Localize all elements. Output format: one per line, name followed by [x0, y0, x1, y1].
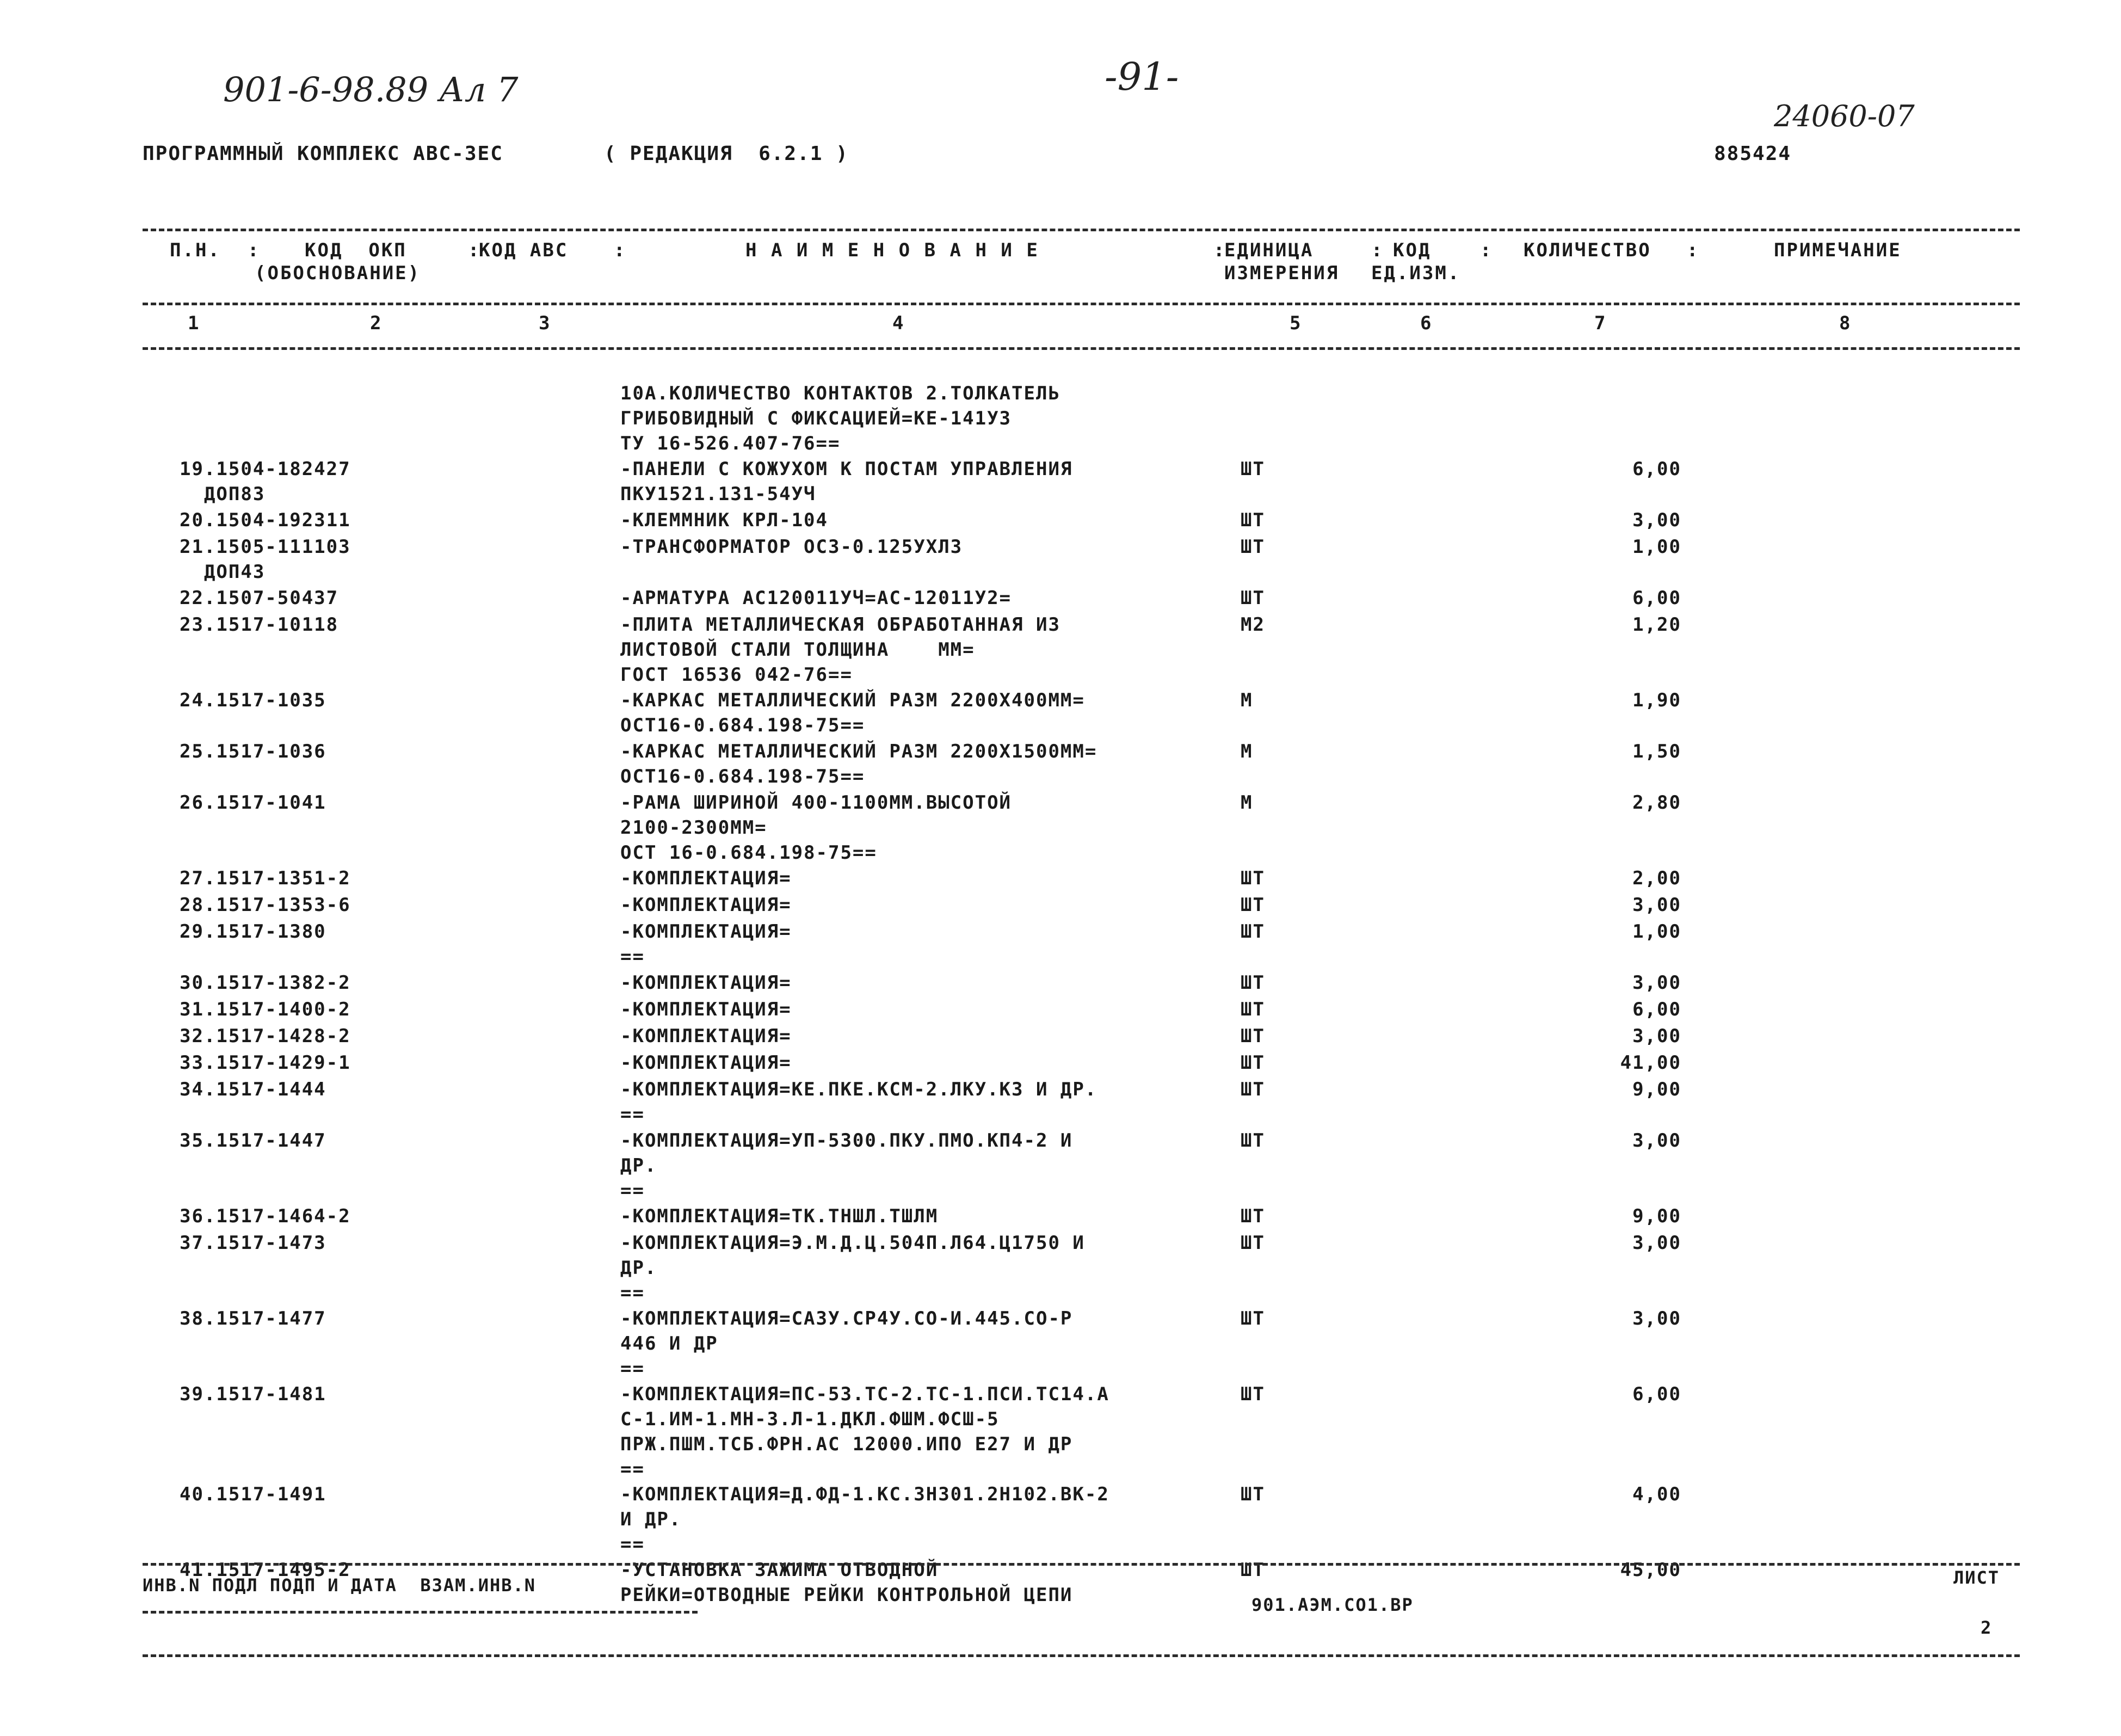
col-number-7: 7 — [1594, 312, 1607, 334]
row-quantity: 2,80 — [1632, 792, 1681, 814]
row-pn: 29.1517-1380 — [180, 921, 326, 943]
row-unit: ШТ — [1241, 1483, 1265, 1505]
col-number-3: 3 — [539, 312, 552, 334]
stamp-fields: ИНВ.N ПОДЛ ПОДП И ДАТА ВЗАМ.ИНВ.N — [143, 1575, 537, 1596]
row-name: -ПАНЕЛИ С КОЖУХОМ К ПОСТАМ УПРАВЛЕНИЯ ПКУ1521.131-54УЧ — [620, 458, 1073, 505]
row-name: -АРМАТУРА АС120011УЧ=АС-12011У2= — [620, 587, 1012, 609]
col-number-1: 1 — [188, 312, 201, 334]
col-unit-code-header: КОД — [1393, 239, 1432, 261]
row-unit: ШТ — [1241, 999, 1265, 1020]
row-unit: ШТ — [1241, 536, 1265, 558]
col-number-5: 5 — [1290, 312, 1303, 334]
row-quantity: 3,00 — [1632, 1130, 1681, 1152]
row-pn: 36.1517-1464-2 — [180, 1205, 351, 1227]
row-quantity: 3,00 — [1632, 1025, 1681, 1047]
footer-rule-top — [143, 1563, 2020, 1566]
row-quantity: 41,00 — [1620, 1052, 1681, 1074]
row-quantity: 3,00 — [1632, 509, 1681, 531]
row-name: -КАРКАС МЕТАЛЛИЧЕСКИЙ РАЗМ 2200Х400ММ= ОСТ16-0.684.198-75== — [620, 690, 1085, 736]
row-pn: 20.1504-192311 — [180, 509, 351, 531]
handwritten-registration-number: 24060-07 — [1774, 99, 1915, 133]
row-pn: 21.1505-111103 ДОП43 — [180, 536, 351, 583]
col-number-4: 4 — [892, 312, 905, 334]
header-separators: : — [1480, 239, 1493, 261]
row-name: -УСТАНОВКА ЗАЖИМА ОТВОДНОЙ РЕЙКИ=ОТВОДНЫЕ РЕЙКИ КОНТРОЛЬНОЙ ЦЕПИ — [620, 1559, 1073, 1606]
row-quantity: 6,00 — [1632, 458, 1681, 480]
row-unit: М — [1241, 690, 1253, 711]
col-unit-sub-header: ИЗМЕРЕНИЯ — [1224, 262, 1340, 284]
row-quantity: 6,00 — [1632, 1383, 1681, 1405]
row-unit: ШТ — [1241, 972, 1265, 994]
footer-rule-middle — [143, 1611, 698, 1614]
row-name: -КОМПЛЕКТАЦИЯ= == — [620, 921, 792, 968]
col-code-sub-header: (ОБОСНОВАНИЕ) — [255, 262, 421, 284]
row-pn: 31.1517-1400-2 — [180, 999, 351, 1020]
row-pn: 30.1517-1382-2 — [180, 972, 351, 994]
header-rule-middle — [143, 303, 2020, 305]
row-unit: ШТ — [1241, 1205, 1265, 1227]
sheet-label: ЛИСТ — [1953, 1567, 2000, 1588]
col-code-header: КОД ОКП — [305, 239, 407, 261]
row-pn: 37.1517-1473 — [180, 1232, 326, 1254]
row-name: -КОМПЛЕКТАЦИЯ=УП-5300.ПКУ.ПМО.КП4-2 И ДР. == — [620, 1130, 1073, 1202]
row-unit: ШТ — [1241, 587, 1265, 609]
row-quantity: 3,00 — [1632, 1232, 1681, 1254]
row-pn: 23.1517-10118 — [180, 614, 339, 636]
row-pn: 35.1517-1447 — [180, 1130, 326, 1152]
row-unit: ШТ — [1241, 1052, 1265, 1074]
row-pn: 40.1517-1491 — [180, 1483, 326, 1505]
row-unit: ШТ — [1241, 1079, 1265, 1100]
row-unit: ШТ — [1241, 921, 1265, 943]
col-number-8: 8 — [1839, 312, 1852, 334]
row-pn: 22.1507-50437 — [180, 587, 339, 609]
row-name: -КОМПЛЕКТАЦИЯ= — [620, 972, 792, 994]
row-name: -КЛЕММНИК КРЛ-104 — [620, 509, 828, 531]
row-unit: ШТ — [1241, 1308, 1265, 1329]
row-name: -КОМПЛЕКТАЦИЯ=Д.ФД-1.КС.3Н301.2Н102.ВК-2 И ДР. == — [620, 1483, 1109, 1555]
col-qty-header: КОЛИЧЕСТВО — [1524, 239, 1651, 261]
row-quantity: 3,00 — [1632, 1308, 1681, 1329]
row-pn: 26.1517-1041 — [180, 792, 326, 814]
row-pn: 19.1504-182427 ДОП83 — [180, 458, 351, 505]
col-abc-header: КОД АВС — [479, 239, 569, 261]
row-quantity: 6,00 — [1632, 999, 1681, 1020]
row-pn: 32.1517-1428-2 — [180, 1025, 351, 1047]
col-unit-header: ЕДИНИЦА — [1224, 239, 1314, 261]
row-unit: М — [1241, 741, 1253, 762]
row-quantity: 1,00 — [1632, 536, 1681, 558]
row-name: 10А.КОЛИЧЕСТВО КОНТАКТОВ 2.ТОЛКАТЕЛЬ ГРИБОВИДНЫЙ С ФИКСАЦИЕЙ=КЕ-141У3 ТУ 16-526.407-76== — [620, 383, 1060, 454]
row-name: -КОМПЛЕКТАЦИЯ=КЕ.ПКЕ.КСМ-2.ЛКУ.КЗ И ДР. == — [620, 1079, 1098, 1125]
row-unit: ШТ — [1241, 1232, 1265, 1254]
col-name-header: Н А И М Е Н О В А Н И Е — [745, 239, 1039, 261]
header-separators: : — [1213, 239, 1226, 261]
row-pn: 24.1517-1035 — [180, 690, 326, 711]
row-quantity: 2,00 — [1632, 867, 1681, 889]
header-separators: : — [1371, 239, 1384, 261]
row-name: -ПЛИТА МЕТАЛЛИЧЕСКАЯ ОБРАБОТАННАЯ ИЗ ЛИСТОВОЙ СТАЛИ ТОЛЩИНА ММ= ГОСТ 16536 042-76== — [620, 614, 1060, 686]
row-quantity: 45,00 — [1620, 1559, 1681, 1581]
row-quantity: 1,50 — [1632, 741, 1681, 762]
row-pn: 38.1517-1477 — [180, 1308, 326, 1329]
program-title: ПРОГРАММНЫЙ КОМПЛЕКС АВС-3ЕС — [143, 143, 503, 165]
row-name: -КОМПЛЕКТАЦИЯ=ТК.ТНШЛ.ТШЛМ — [620, 1205, 939, 1227]
row-name: -КОМПЛЕКТАЦИЯ=ПС-53.ТС-2.ТС-1.ПСИ.ТС14.А С-1.ИМ-1.МН-3.Л-1.ДКЛ.ФШМ.ФСШ-5 ПРЖ.ПШМ.ТСБ.ФРН.АС 12000.ИПО Е27 И ДР == — [620, 1383, 1109, 1480]
row-pn: 28.1517-1353-6 — [180, 894, 351, 916]
row-pn: 39.1517-1481 — [180, 1383, 326, 1405]
row-quantity: 9,00 — [1632, 1079, 1681, 1100]
row-quantity: 1,90 — [1632, 690, 1681, 711]
col-note-header: ПРИМЕЧАНИЕ — [1774, 239, 1902, 261]
header-separators: : — [248, 239, 261, 261]
row-unit: ШТ — [1241, 1025, 1265, 1047]
header-separators: : — [1687, 239, 1700, 261]
row-quantity: 4,00 — [1632, 1483, 1681, 1505]
row-name: -КОМПЛЕКТАЦИЯ= — [620, 999, 792, 1020]
col-unit-code-sub-header: ЕД.ИЗМ. — [1371, 262, 1461, 284]
row-pn: 41.1517-1495-2 — [180, 1559, 351, 1581]
document-reference: 901.АЭМ.СО1.ВР — [1251, 1595, 1414, 1615]
row-pn: 34.1517-1444 — [180, 1079, 326, 1100]
row-name: -КОМПЛЕКТАЦИЯ=САЗУ.СР4У.СО-И.445.СО-Р 446 И ДР == — [620, 1308, 1073, 1380]
row-quantity: 1,20 — [1632, 614, 1681, 636]
row-unit: ШТ — [1241, 458, 1265, 480]
row-unit: ШТ — [1241, 1383, 1265, 1405]
header-separators: : — [468, 239, 481, 261]
typed-registration-number: 885424 — [1714, 143, 1792, 165]
row-unit: М2 — [1241, 614, 1265, 636]
handwritten-doc-code: 901-6-98.89 Ал 7 — [223, 70, 519, 109]
row-quantity: 6,00 — [1632, 587, 1681, 609]
sheet-number: 2 — [1981, 1617, 1993, 1638]
row-unit: ШТ — [1241, 1559, 1265, 1581]
header-rule-top — [143, 229, 2020, 231]
row-name: -РАМА ШИРИНОЙ 400-1100ММ.ВЫСОТОЙ 2100-2300ММ= ОСТ 16-0.684.198-75== — [620, 792, 1012, 864]
handwritten-page-number: -91- — [1105, 54, 1179, 99]
row-pn: 27.1517-1351-2 — [180, 867, 351, 889]
header-separators: : — [614, 239, 627, 261]
row-quantity: 9,00 — [1632, 1205, 1681, 1227]
row-name: -ТРАНСФОРМАТОР ОСЗ-0.125УХЛЗ — [620, 536, 963, 558]
edition-label: ( РЕДАКЦИЯ 6.2.1 ) — [604, 143, 849, 165]
footer-rule-bottom — [143, 1654, 2020, 1657]
col-number-6: 6 — [1420, 312, 1433, 334]
row-name: -КАРКАС МЕТАЛЛИЧЕСКИЙ РАЗМ 2200Х1500ММ= ОСТ16-0.684.198-75== — [620, 741, 1098, 787]
col-number-2: 2 — [370, 312, 383, 334]
row-name: -КОМПЛЕКТАЦИЯ= — [620, 867, 792, 889]
row-unit: ШТ — [1241, 509, 1265, 531]
row-unit: ШТ — [1241, 894, 1265, 916]
header-rule-bottom — [143, 347, 2020, 350]
row-pn: 33.1517-1429-1 — [180, 1052, 351, 1074]
row-name: -КОМПЛЕКТАЦИЯ= — [620, 894, 792, 916]
row-name: -КОМПЛЕКТАЦИЯ=Э.М.Д.Ц.504П.Л64.Ц1750 И ДР. == — [620, 1232, 1085, 1304]
row-quantity: 1,00 — [1632, 921, 1681, 943]
col-pn-header: П.Н. — [170, 239, 221, 261]
row-unit: М — [1241, 792, 1253, 814]
row-name: -КОМПЛЕКТАЦИЯ= — [620, 1025, 792, 1047]
row-unit: ШТ — [1241, 867, 1265, 889]
row-pn: 25.1517-1036 — [180, 741, 326, 762]
row-name: -КОМПЛЕКТАЦИЯ= — [620, 1052, 792, 1074]
row-quantity: 3,00 — [1632, 894, 1681, 916]
row-quantity: 3,00 — [1632, 972, 1681, 994]
row-unit: ШТ — [1241, 1130, 1265, 1152]
